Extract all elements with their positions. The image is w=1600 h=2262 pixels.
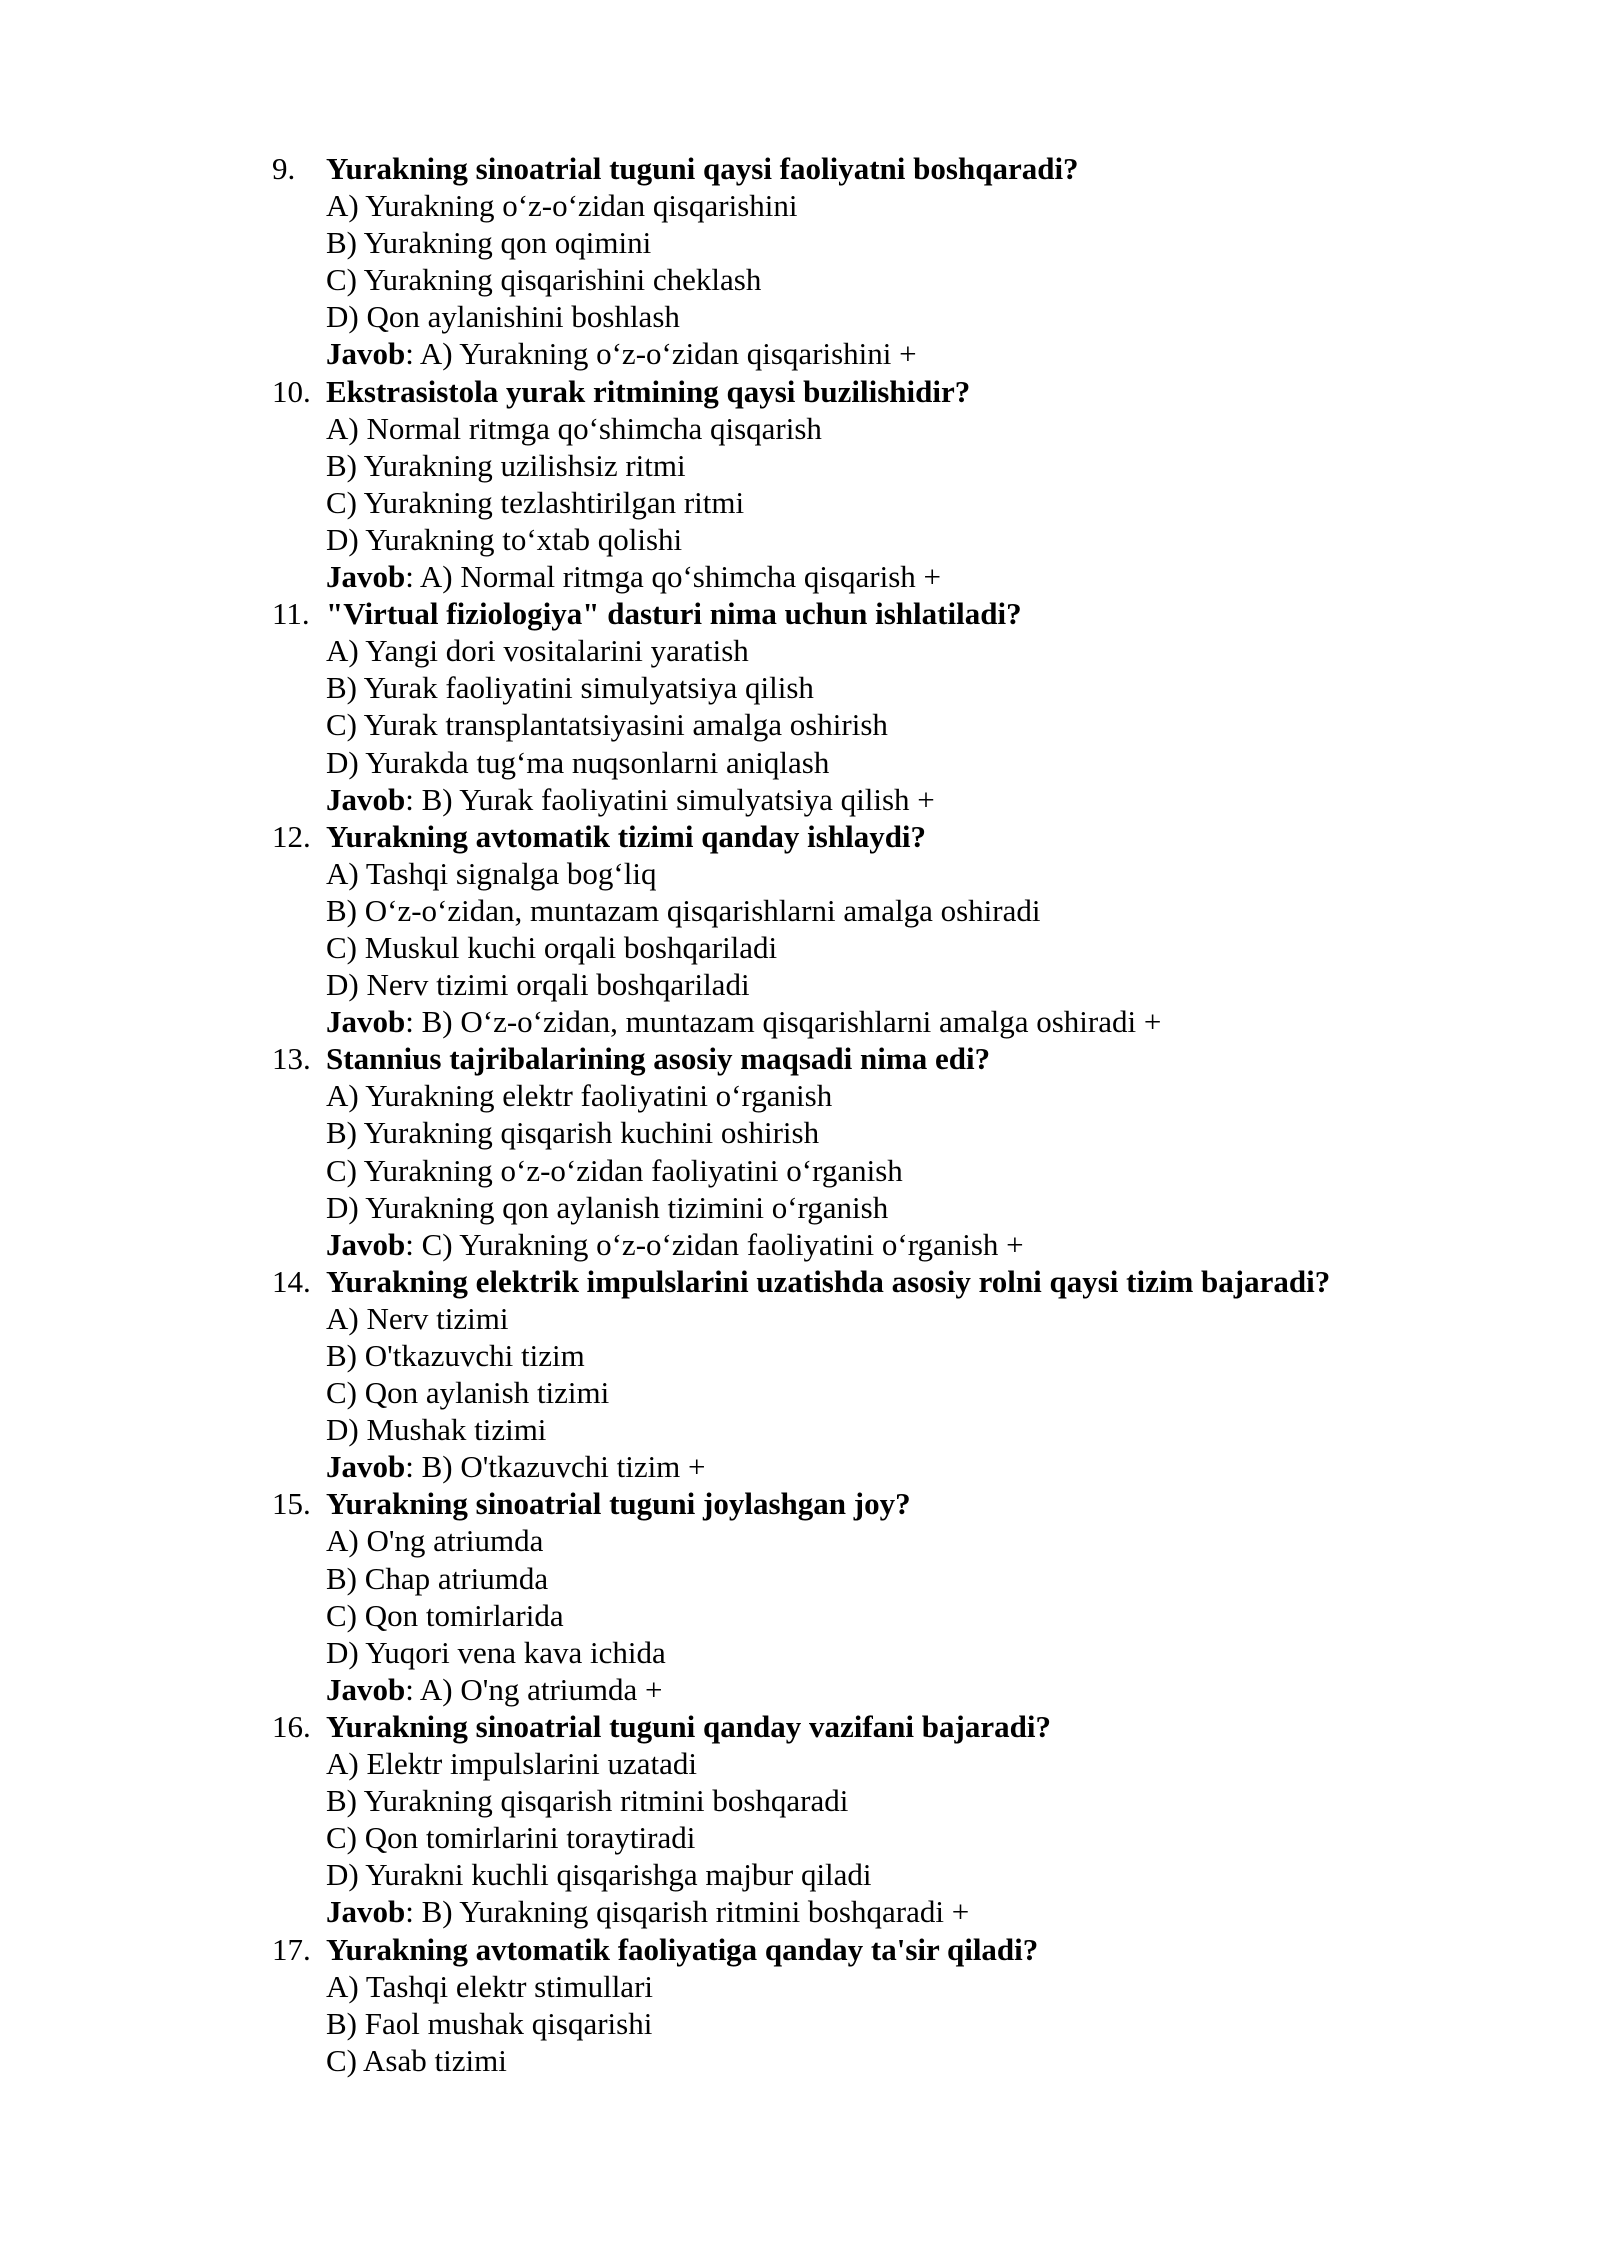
answer-line: [272, 335, 1422, 372]
answer-option: B) Yurakning qisqarish ritmini boshqaradi: [326, 1783, 849, 1819]
answer-line: [272, 1893, 1422, 1930]
answer-line: [272, 781, 1422, 818]
question-list: [272, 150, 1422, 2079]
question-item: [272, 1708, 1422, 1931]
answer-option: C) Yurakning qisqarishini cheklash: [326, 262, 762, 298]
answer-option: C) Muskul kuchi orqali boshqariladi: [326, 929, 778, 965]
answer-option: C) Yurakning o‘z-o‘zidan faoliyatini o‘rganish: [326, 1152, 903, 1188]
answer-line: [272, 1448, 1422, 1485]
answer-text: : A) O'ng atriumda +: [405, 1671, 663, 1707]
answer-label: Javob: [326, 1671, 406, 1707]
answer-label: Javob: [326, 1449, 406, 1485]
question-line: [272, 818, 1422, 855]
answer-option: A) Nerv tizimi: [326, 1300, 509, 1336]
question-number: 15.: [272, 1486, 311, 1522]
answer-option: A) Tashqi elektr stimullari: [326, 1968, 653, 2004]
answer-option: C) Qon aylanish tizimi: [326, 1375, 610, 1411]
question-line: [272, 1931, 1422, 1968]
answer-option: C) Yurakning tezlashtirilgan ritmi: [326, 484, 745, 520]
answer-option: A) Yurakning o‘z-o‘zidan qisqarishini: [326, 188, 798, 224]
answer-text: : B) O'tkazuvchi tizim +: [405, 1449, 706, 1485]
question-text: Stannius tajribalarining asosiy maqsadi nima edi?: [326, 1041, 991, 1077]
answer-option: B) O‘z-o‘zidan, muntazam qisqarishlarni amalga oshiradi: [326, 892, 1041, 928]
question-item: [272, 1485, 1422, 1708]
question-line: [272, 373, 1422, 410]
answer-option: C) Asab tizimi: [326, 2042, 507, 2078]
question-item: [272, 818, 1422, 1041]
answer-option: D) Yurakda tug‘ma nuqsonlarni aniqlash: [326, 744, 830, 780]
answer-option: C) Yurak transplantatsiyasini amalga oshirish: [326, 707, 888, 743]
question-text: Yurakning avtomatik faoliyatiga qanday ta'sir qiladi?: [326, 1931, 1039, 1967]
question-text: Yurakning avtomatik tizimi qanday ishlaydi?: [326, 818, 927, 854]
answer-label: Javob: [326, 1004, 406, 1040]
question-text: Yurakning sinoatrial tuguni joylashgan joy?: [326, 1486, 911, 1522]
answer-line: [272, 1226, 1422, 1263]
answer-option: A) Tashqi signalga bog‘liq: [326, 855, 657, 891]
question-number: 11.: [272, 596, 310, 632]
answer-text: : B) Yurakning qisqarish ritmini boshqaradi +: [405, 1894, 970, 1930]
answer-text: : C) Yurakning o‘z-o‘zidan faoliyatini o‘rganish +: [405, 1226, 1024, 1262]
answer-option: A) Yangi dori vositalarini yaratish: [326, 633, 749, 669]
question-line: [272, 1708, 1422, 1745]
answer-line: [272, 558, 1422, 595]
answer-text: : B) O‘z-o‘zidan, muntazam qisqarishlarni amalga oshiradi +: [405, 1004, 1162, 1040]
question-item: [272, 1040, 1422, 1263]
answer-text: : B) Yurak faoliyatini simulyatsiya qilish +: [405, 781, 935, 817]
question-number: 10.: [272, 373, 311, 409]
answer-text: : A) Normal ritmga qo‘shimcha qisqarish +: [405, 559, 942, 595]
question-line: [272, 150, 1422, 187]
answer-option: B) Yurakning qon oqimini: [326, 225, 652, 261]
question-number: 12.: [272, 818, 311, 854]
question-number: 17.: [272, 1931, 311, 1967]
answer-option: A) Yurakning elektr faoliyatini o‘rganish: [326, 1078, 833, 1114]
question-line: [272, 1485, 1422, 1522]
question-text: Yurakning sinoatrial tuguni qaysi faoliyatni boshqaradi?: [326, 151, 1079, 186]
answer-option: B) Chap atriumda: [326, 1560, 549, 1596]
question-text: Yurakning elektrik impulslarini uzatishda asosiy rolni qaysi tizim bajaradi?: [326, 1263, 1331, 1299]
question-number: 16.: [272, 1708, 311, 1744]
answer-option: B) Yurakning uzilishsiz ritmi: [326, 447, 686, 483]
question-line: [272, 1263, 1422, 1300]
question-number: 9.: [272, 151, 296, 186]
question-item: [272, 1931, 1422, 2079]
answer-text: : A) Yurakning o‘z-o‘zidan qisqarishini +: [405, 336, 917, 372]
question-text: "Virtual fiziologiya" dasturi nima uchun ishlatiladi?: [326, 596, 1022, 632]
question-item: [272, 373, 1422, 596]
question-line: [272, 1040, 1422, 1077]
question-number: 13.: [272, 1041, 311, 1077]
answer-option: A) O'ng atriumda: [326, 1523, 544, 1559]
answer-option: A) Normal ritmga qo‘shimcha qisqarish: [326, 410, 822, 446]
question-line: [272, 595, 1422, 632]
answer-option: B) Yurakning qisqarish kuchini oshirish: [326, 1115, 820, 1151]
question-text: Ekstrasistola yurak ritmining qaysi buzilishidir?: [326, 373, 971, 409]
answer-option: D) Mushak tizimi: [326, 1412, 547, 1448]
question-item: [272, 150, 1422, 373]
answer-label: Javob: [326, 559, 406, 595]
answer-option: C) Qon tomirlarini toraytiradi: [326, 1820, 696, 1856]
question-number: 14.: [272, 1263, 311, 1299]
answer-option: D) Yurakni kuchli qisqarishga majbur qiladi: [326, 1857, 872, 1893]
answer-label: Javob: [326, 781, 406, 817]
answer-option: D) Nerv tizimi orqali boshqariladi: [326, 967, 750, 1003]
answer-option: C) Qon tomirlarida: [326, 1597, 564, 1633]
answer-label: Javob: [326, 336, 406, 372]
answer-option: B) Yurak faoliyatini simulyatsiya qilish: [326, 670, 814, 706]
question-item: [272, 1263, 1422, 1486]
question-item: [272, 595, 1422, 818]
answer-label: Javob: [326, 1894, 406, 1930]
answer-line: [272, 1671, 1422, 1708]
answer-option: B) Faol mushak qisqarishi: [326, 2005, 653, 2041]
answer-option: A) Elektr impulslarini uzatadi: [326, 1746, 698, 1782]
answer-option: D) Yuqori vena kava ichida: [326, 1634, 666, 1670]
answer-option: D) Yurakning to‘xtab qolishi: [326, 521, 683, 557]
question-text: Yurakning sinoatrial tuguni qanday vazifani bajaradi?: [326, 1708, 1051, 1744]
answer-option: D) Yurakning qon aylanish tizimini o‘rganish: [326, 1189, 889, 1225]
answer-label: Javob: [326, 1226, 406, 1262]
answer-option: B) O'tkazuvchi tizim: [326, 1338, 585, 1373]
answer-line: [272, 1003, 1422, 1040]
answer-option: D) Qon aylanishini boshlash: [326, 299, 680, 335]
